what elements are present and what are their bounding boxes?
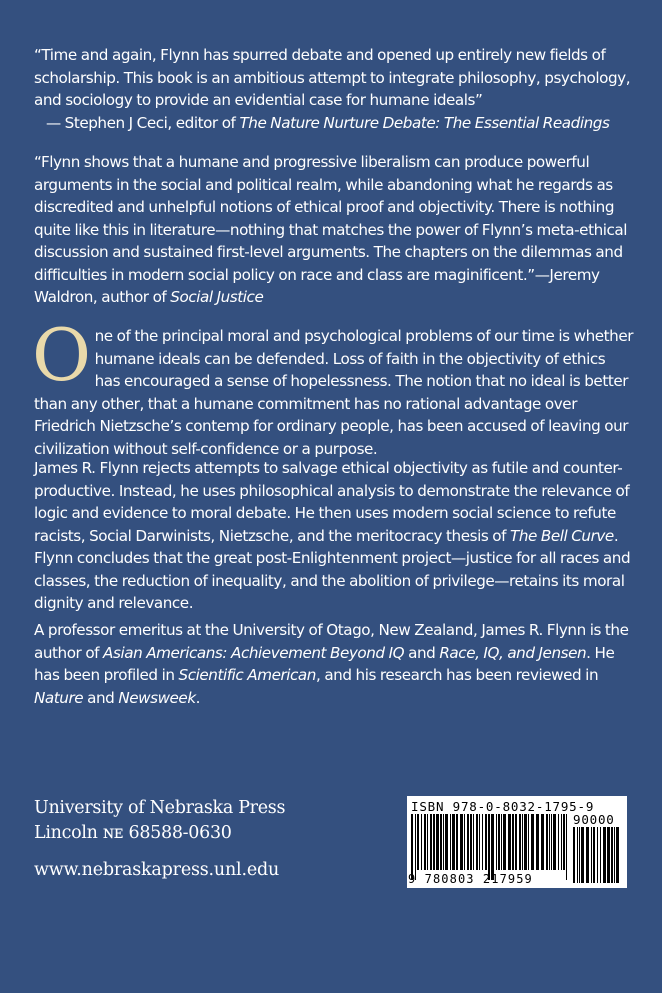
barcode-bar <box>607 827 610 883</box>
barcode-bar <box>591 827 592 883</box>
barcode-bar <box>498 814 500 870</box>
bio-text: and <box>404 643 440 662</box>
attribution-text: — Stephen J Ceci, editor of <box>45 113 240 132</box>
barcode-bar <box>440 814 442 870</box>
barcode-bar <box>482 814 483 870</box>
barcode-bar <box>443 814 444 870</box>
ean-digits: 9 780803 217959 <box>408 872 533 886</box>
barcode-bar <box>501 814 502 870</box>
barcode-bar <box>528 814 529 870</box>
barcode-bar <box>476 814 478 870</box>
barcode-bar <box>496 814 497 870</box>
barcode-bar <box>512 814 514 870</box>
barcode-bar <box>519 814 521 870</box>
bio-text: , and his research has been reviewed in <box>315 666 599 684</box>
barcode-bar <box>456 814 458 870</box>
barcode-bar <box>411 814 413 880</box>
barcode-bar <box>577 827 578 883</box>
barcode-bar <box>546 814 548 870</box>
barcode-bar <box>561 814 562 870</box>
barcode-bar <box>593 827 595 883</box>
barcode-bar <box>470 814 472 870</box>
blurb-quote: “Time and again, Flynn has spurred debate and opened up entirely new fields of scholarship. This book is an ambitious attempt to integrate philosophy, psychology, and sociology to provide an evidential case for humane ideals” <box>34 46 631 109</box>
barcode-bar <box>424 814 426 870</box>
barcode-bar <box>430 814 432 870</box>
barcode-bar <box>603 827 606 883</box>
barcode-bar <box>551 814 552 870</box>
barcode-bar <box>485 814 487 870</box>
publisher-url: www.nebraskapress.unl.edu <box>34 860 280 880</box>
barcode-bar <box>515 814 517 870</box>
barcode-bar <box>503 814 506 870</box>
barcode-bar <box>549 814 550 870</box>
book-title-reference: Asian Americans: Achievement Beyond IQ <box>103 643 405 662</box>
barcode-bar <box>558 814 559 870</box>
review-blurb-ceci <box>34 44 634 134</box>
barcode-bar <box>536 814 539 870</box>
attribution-book-title: Social Justice <box>170 288 264 306</box>
barcode-bar <box>566 814 567 880</box>
barcode-bar <box>467 814 469 870</box>
paragraph-text: . Flynn concludes that the great post-Enlightenment project—justice for all races and classes, the reduction of inequality, and the abolition of privilege—retains its moral dignity and relevance. <box>34 526 631 612</box>
barcode-bar <box>433 814 435 870</box>
barcode-bar <box>611 827 613 883</box>
barcode-bar <box>586 827 589 883</box>
author-bio <box>34 619 634 709</box>
barcode-bar <box>573 827 575 883</box>
book-description <box>32 313 634 460</box>
drop-cap: O <box>32 313 91 397</box>
bio-text: A professor emeritus at the University of Otago, New Zealand, James R. Flynn is the author of <box>34 621 629 662</box>
barcode-bar <box>427 814 428 870</box>
barcode-bar <box>600 827 601 883</box>
barcode-bar <box>417 814 419 870</box>
addon-barcode-bars <box>573 827 623 883</box>
bio-text: and <box>83 688 119 707</box>
barcode-bar <box>541 814 544 870</box>
barcode-bar <box>488 814 490 880</box>
magazine-title: Newsweek <box>118 688 196 707</box>
publisher-info <box>34 796 285 846</box>
barcode-bar <box>436 814 439 870</box>
barcode-bar <box>452 814 455 870</box>
bio-text: . He has been profiled in <box>34 643 615 684</box>
book-title-reference: Race, IQ, and Jensen <box>439 643 587 662</box>
magazine-title: Scientific American <box>178 666 316 684</box>
barcode-bar <box>563 814 565 870</box>
barcode-bar <box>450 814 451 870</box>
barcode-bar <box>508 814 511 870</box>
barcode-bar <box>616 827 619 883</box>
barcode-bar <box>614 827 615 883</box>
description-paragraph-2 <box>34 457 634 615</box>
book-title-reference: The Bell Curve <box>510 526 614 545</box>
barcode-bar <box>460 814 463 870</box>
barcode-bar <box>597 827 598 883</box>
barcode-bar <box>491 814 494 880</box>
barcode-bar <box>479 814 480 870</box>
barcode-bar <box>524 814 527 870</box>
magazine-title: Nature <box>34 688 84 707</box>
barcode-bar <box>464 814 465 870</box>
barcode-bar <box>445 814 448 870</box>
isbn-label: ISBN 978-0-8032-1795-9 <box>411 799 595 814</box>
attribution-book-title: The Nature Nurture Debate: The Essential Readings <box>239 113 610 132</box>
isbn-barcode <box>407 796 627 888</box>
barcode-bar <box>531 814 534 870</box>
description-text: ne of the principal moral and psychological problems of our time is whether humane ideals can be defended. Loss of faith in the objectivity of ethics has encouraged a sense of hopelessness. The notion that no ideal is better than any other, that a humane commitment has no rational advantage over Friedrich Nietzsche’s contemp for ordinary people, has been accused of leaving our civilization without self-confidence or a purpose. <box>34 327 634 458</box>
blurb-attribution <box>34 114 609 132</box>
barcode-bar <box>473 814 474 870</box>
barcode-bar <box>415 814 416 880</box>
barcode-bar <box>581 827 584 883</box>
barcode-bar <box>421 814 422 870</box>
publisher-address: Lincoln ɴᴇ 68588-0630 <box>34 823 232 843</box>
barcode-bar <box>579 827 580 883</box>
publisher-name: University of Nebraska Press <box>34 798 286 818</box>
bio-text: . <box>195 688 201 707</box>
paragraph-text: James R. Flynn rejects attempts to salvage ethical objectivity as futile and counter-productive. Instead, he uses philosophical analysis to demonstrate the relevance of logic and evidence to moral debate. He then uses modern social science to refute racists, Social Darwinists, Nietzsche, and the meritocracy thesis of <box>34 459 630 545</box>
barcode-bar <box>522 814 523 870</box>
price-code: 90000 <box>573 812 615 827</box>
blurb-quote: “Flynn shows that a humane and progressive liberalism can produce powerful arguments in the social and political realm, while abandoning what he regards as discredited and unhelpful notions of ethical proof and objectivity. There is nothing quite like this in literature—nothing that matches the power of Flynn’s meta-ethical discussion and sustained first-level arguments. The chapters on the dilemmas and difficulties in modern social policy on race and class are maginificent.”—Jeremy Waldron, author of <box>34 153 628 306</box>
review-blurb-waldron <box>34 151 634 309</box>
barcode-bar <box>553 814 556 870</box>
